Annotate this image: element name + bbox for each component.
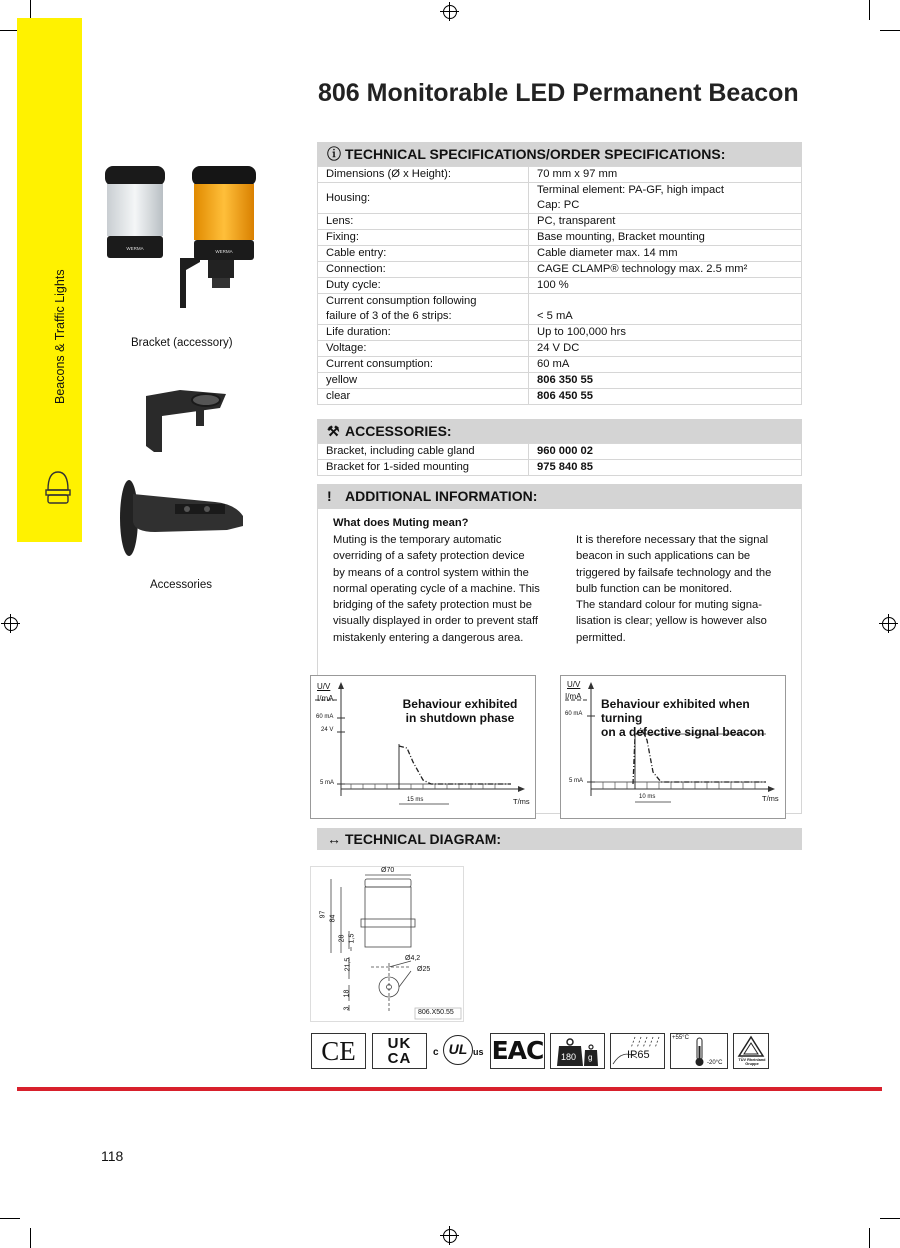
additional-info-heading: ADDITIONAL INFORMATION: bbox=[345, 488, 538, 504]
text-line: by means of a control system within the bbox=[333, 566, 529, 579]
crop-mark bbox=[869, 1228, 870, 1248]
accessories-caption: Accessories bbox=[150, 579, 212, 591]
spec-value bbox=[529, 183, 802, 214]
graph-title-line: Behaviour exhibited bbox=[402, 697, 518, 711]
y-unit-voltage: U/V bbox=[317, 682, 331, 691]
eac-mark bbox=[490, 1033, 545, 1069]
temperature-range-mark bbox=[670, 1033, 728, 1069]
x-axis-label: T/ms bbox=[513, 797, 530, 806]
dim-label: Ø70 bbox=[381, 867, 395, 874]
text-line: The standard colour for muting signa- bbox=[576, 599, 762, 612]
spec-value-line: Terminal element: PA-GF, high impact bbox=[537, 184, 724, 196]
beacon-icon bbox=[44, 466, 72, 506]
cul-ul: UL bbox=[443, 1035, 473, 1065]
table-row bbox=[318, 357, 802, 373]
info-column-left bbox=[333, 532, 540, 646]
info-column-right bbox=[576, 532, 771, 646]
dim-label: 3 bbox=[343, 1006, 351, 1011]
tick-label: 5 mA bbox=[320, 780, 335, 786]
dim-label: 18 bbox=[343, 989, 351, 998]
table-row bbox=[318, 167, 802, 183]
ip-rating-mark bbox=[610, 1033, 665, 1069]
spec-label-line: Current consumption following bbox=[326, 295, 477, 307]
y-unit-voltage: U/V bbox=[567, 680, 581, 689]
spec-value: CAGE CLAMP® technology max. 2.5 mm² bbox=[529, 262, 802, 278]
spec-label: Current consumption: bbox=[318, 357, 529, 373]
spec-label-line: failure of 3 of the 6 strips: bbox=[326, 310, 452, 322]
additional-info-header bbox=[317, 484, 802, 509]
registration-mark bbox=[882, 617, 896, 631]
graph-title-line: Behaviour exhibited when turning bbox=[601, 697, 750, 725]
y-unit-current: I/mA bbox=[565, 692, 582, 701]
table-row bbox=[318, 325, 802, 341]
text-line: mistakenly entering a dangerous area. bbox=[333, 631, 524, 644]
table-row bbox=[318, 444, 802, 460]
text-line: overriding of a safety protection device bbox=[333, 550, 525, 563]
tuv-mark bbox=[733, 1033, 769, 1069]
spec-label bbox=[318, 294, 529, 325]
tech-diagram-header bbox=[317, 828, 802, 850]
text-line: bulb function can be monitored. bbox=[576, 582, 733, 595]
registration-mark bbox=[443, 5, 457, 19]
weight-value: 180 bbox=[561, 1052, 577, 1062]
tools-icon: ⚒ bbox=[327, 423, 340, 439]
tuv-text: TÜV Rheinland Gruppe bbox=[738, 1058, 766, 1066]
turn-on-behaviour-graph bbox=[560, 675, 786, 819]
dim-label: 21,5 bbox=[344, 957, 352, 972]
temp-low: -20°C bbox=[707, 1060, 723, 1066]
text-line: beacon in such applications can be bbox=[576, 550, 751, 563]
dim-label: Ø4,2 bbox=[405, 955, 421, 962]
table-row bbox=[318, 460, 802, 476]
text-line: lisation is clear; yellow is however also bbox=[576, 615, 767, 628]
dim-label: 1,5 bbox=[348, 933, 356, 944]
table-row bbox=[318, 214, 802, 230]
shutdown-behaviour-graph bbox=[310, 675, 536, 819]
crop-mark bbox=[0, 1218, 20, 1219]
brand-label: WERMA bbox=[215, 249, 233, 254]
x-axis-label: T/ms bbox=[762, 794, 779, 803]
cul-us: us bbox=[473, 1047, 484, 1057]
table-row bbox=[318, 389, 802, 405]
table-row bbox=[318, 246, 802, 262]
text-line: bridging of the safety protection must be bbox=[333, 599, 533, 612]
order-number: 806 350 55 bbox=[529, 373, 802, 389]
order-number: 960 000 02 bbox=[529, 444, 802, 460]
accessories-header bbox=[317, 419, 802, 443]
bracket-photo bbox=[140, 386, 235, 456]
footer-rule bbox=[17, 1087, 882, 1091]
ukca-mark bbox=[372, 1033, 427, 1069]
dim-label: Ø25 bbox=[417, 966, 431, 973]
text-line: visually displayed in order to prevent staff bbox=[333, 615, 539, 628]
spec-label: Voltage: bbox=[318, 341, 529, 357]
graph-title bbox=[393, 697, 527, 725]
accessory-label: Bracket for 1-sided mounting bbox=[318, 460, 529, 476]
registration-mark bbox=[4, 617, 18, 631]
ukca-line: UK bbox=[387, 1035, 412, 1052]
spec-label: Lens: bbox=[318, 214, 529, 230]
double-arrow-icon: ↔ bbox=[327, 831, 341, 847]
info-icon: ⓘ bbox=[327, 146, 341, 162]
text-line: normal operating cycle of a machine. This bbox=[333, 582, 540, 595]
weight-unit: g bbox=[588, 1053, 593, 1062]
accessories-heading: ACCESSORIES: bbox=[345, 423, 452, 439]
spec-value: Up to 100,000 hrs bbox=[529, 325, 802, 341]
table-row bbox=[318, 294, 802, 325]
spec-label: Duty cycle: bbox=[318, 278, 529, 294]
table-row bbox=[318, 373, 802, 389]
exclamation-icon: ! bbox=[327, 488, 332, 504]
table-row bbox=[318, 183, 802, 214]
product-photo-beacons bbox=[100, 162, 270, 312]
cul-c: c bbox=[433, 1047, 439, 1058]
spec-label: clear bbox=[318, 389, 529, 405]
crop-mark bbox=[30, 1228, 31, 1248]
tick-label: 24 V bbox=[321, 727, 334, 733]
spec-value: 100 % bbox=[529, 278, 802, 294]
y-unit-current: I/mA bbox=[317, 694, 334, 703]
registration-mark bbox=[443, 1229, 457, 1243]
table-row bbox=[318, 262, 802, 278]
tech-specs-header bbox=[317, 142, 802, 166]
spec-label: Connection: bbox=[318, 262, 529, 278]
spec-value: 24 V DC bbox=[529, 341, 802, 357]
graph-title bbox=[601, 697, 785, 739]
weight-mark bbox=[550, 1033, 605, 1069]
eac-text: EAC bbox=[491, 1036, 544, 1065]
table-row bbox=[318, 341, 802, 357]
category-sidebar bbox=[17, 18, 82, 542]
spec-value: Cable diameter max. 14 mm bbox=[529, 246, 802, 262]
spec-value-line: Cap: PC bbox=[537, 199, 580, 211]
crop-mark bbox=[30, 0, 31, 20]
tick-label: 60 mA bbox=[565, 711, 583, 717]
accessory-bracket-photo bbox=[115, 472, 250, 562]
ukca-line: CA bbox=[387, 1050, 412, 1067]
spec-value: Base mounting, Bracket mounting bbox=[529, 230, 802, 246]
text-line: triggered by failsafe technology and the bbox=[576, 566, 772, 579]
text-line: Muting is the temporary automatic bbox=[333, 534, 502, 546]
order-number: 975 840 85 bbox=[529, 460, 802, 476]
table-row bbox=[318, 230, 802, 246]
tech-specs-heading: TECHNICAL SPECIFICATIONS/ORDER SPECIFICATIONS: bbox=[345, 146, 726, 162]
spec-label: Cable entry: bbox=[318, 246, 529, 262]
dim-label: 84 bbox=[329, 914, 337, 923]
spec-label: yellow bbox=[318, 373, 529, 389]
drawing-reference: 806.X50.55 bbox=[418, 1009, 454, 1016]
technical-drawing bbox=[310, 866, 464, 1022]
crop-mark bbox=[880, 30, 900, 31]
cul-us-mark bbox=[431, 1033, 486, 1069]
accessory-label: Bracket, including cable gland bbox=[318, 444, 529, 460]
tick-label: 5 mA bbox=[569, 778, 584, 784]
accessories-table bbox=[317, 443, 802, 476]
dim-label: 97 bbox=[319, 910, 327, 919]
ip-rating-text: IP65 bbox=[627, 1049, 650, 1061]
spec-value: PC, transparent bbox=[529, 214, 802, 230]
spec-label: Dimensions (Ø x Height): bbox=[318, 167, 529, 183]
spec-value: < 5 mA bbox=[529, 294, 802, 325]
brand-label: WERMA bbox=[126, 246, 144, 251]
bracket-caption: Bracket (accessory) bbox=[131, 337, 233, 349]
muting-subheading: What does Muting mean? bbox=[333, 517, 469, 529]
spec-value: 70 mm x 97 mm bbox=[529, 167, 802, 183]
spec-label: Housing: bbox=[318, 183, 529, 214]
tech-diagram-heading: TECHNICAL DIAGRAM: bbox=[345, 831, 502, 847]
temp-high: +55°C bbox=[672, 1035, 689, 1041]
crop-mark bbox=[880, 1218, 900, 1219]
text-line: permitted. bbox=[576, 631, 626, 644]
weight-icon bbox=[551, 1034, 604, 1068]
crop-mark bbox=[869, 0, 870, 20]
text-line: It is therefore necessary that the signal bbox=[576, 534, 769, 546]
category-label: Beacons & Traffic Lights bbox=[53, 269, 67, 404]
interval-label: 10 ms bbox=[639, 794, 656, 800]
graph-title-line: in shutdown phase bbox=[405, 711, 515, 725]
order-number: 806 450 55 bbox=[529, 389, 802, 405]
tech-specs-table bbox=[317, 166, 802, 405]
page-number: 118 bbox=[101, 1148, 124, 1164]
ce-mark bbox=[311, 1033, 366, 1069]
graph-title-line: on a defective signal beacon bbox=[601, 725, 765, 739]
interval-label: 15 ms bbox=[407, 797, 424, 803]
table-row bbox=[318, 278, 802, 294]
spec-label: Fixing: bbox=[318, 230, 529, 246]
spec-label: Life duration: bbox=[318, 325, 529, 341]
page-title: 806 Monitorable LED Permanent Beacon bbox=[318, 79, 799, 107]
spec-value: 60 mA bbox=[529, 357, 802, 373]
ce-text: CE bbox=[321, 1036, 356, 1066]
dim-label: 28 bbox=[338, 934, 346, 943]
tick-label: 60 mA bbox=[316, 714, 334, 720]
